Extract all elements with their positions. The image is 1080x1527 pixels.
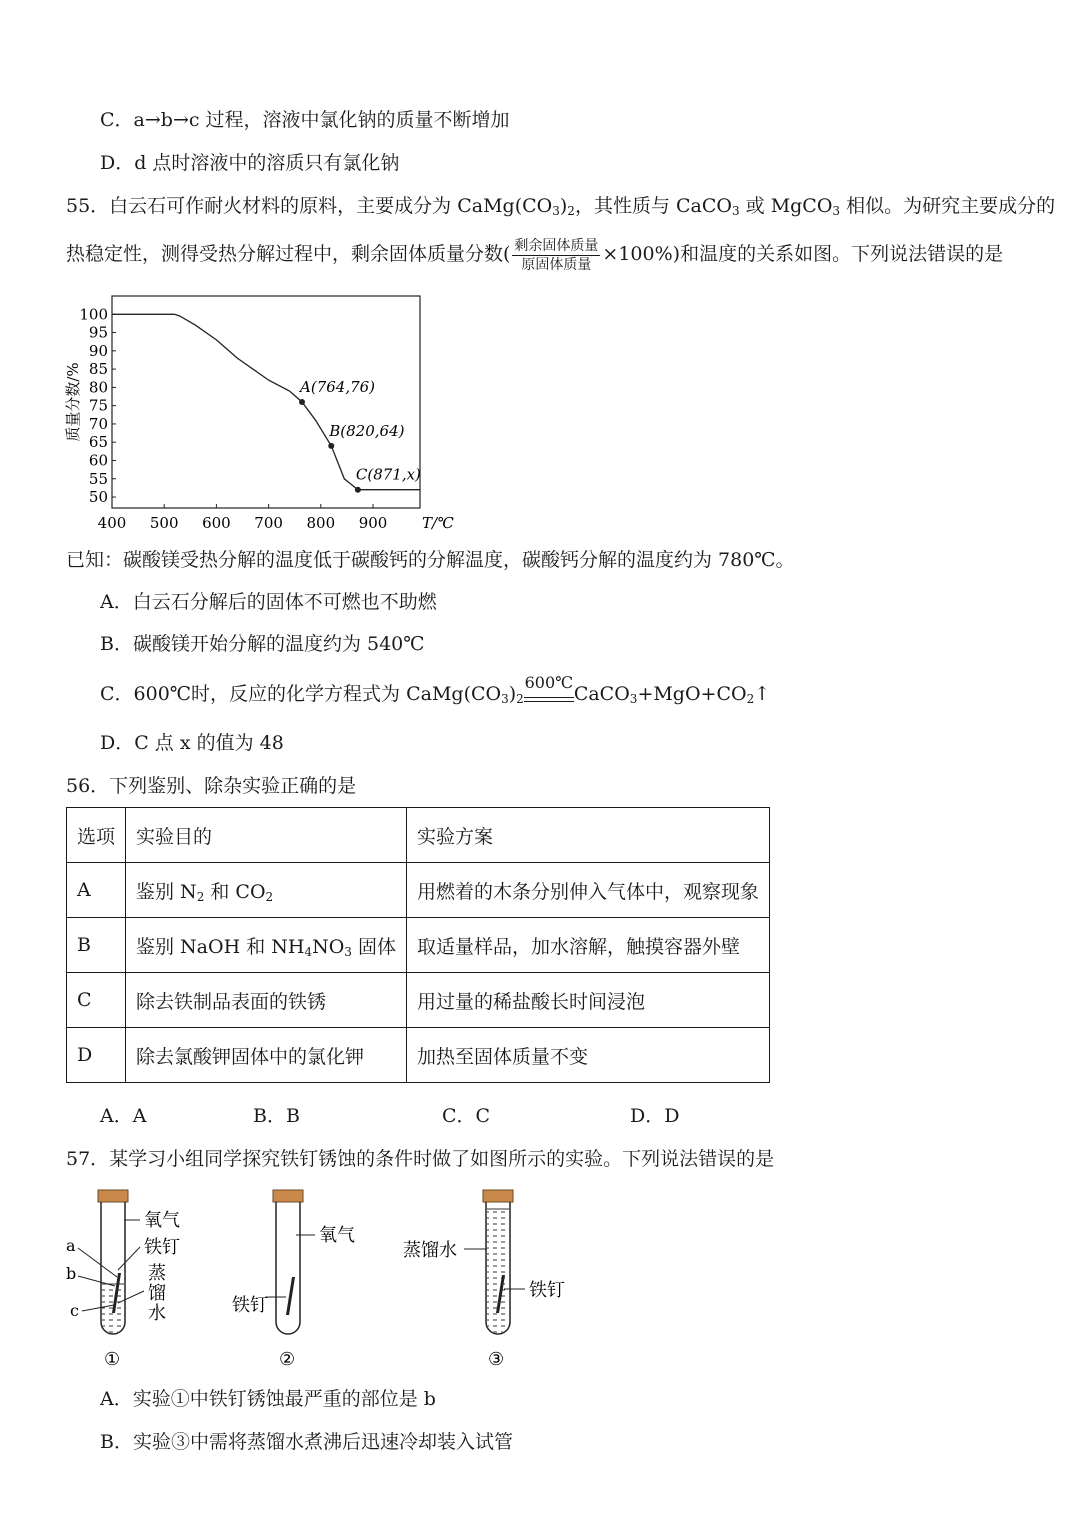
label-nail: 铁钉: [232, 1295, 268, 1316]
q56-answer-c: C．C: [442, 1105, 491, 1127]
table-row: [67, 973, 770, 1028]
data-point-label: B(820,64): [329, 421, 405, 440]
q57-stem: 57．某学习小组同学探究铁钉锈蚀的条件时做了如图所示的实验。下列说法错误的是: [66, 1148, 775, 1170]
y-tick-label: 50: [88, 488, 108, 507]
table-row: [67, 863, 770, 918]
label-nail: 铁钉: [529, 1280, 565, 1301]
x-tick-label: 500: [149, 514, 179, 532]
label-c: c: [70, 1301, 79, 1320]
nail-icon: [286, 1277, 295, 1315]
label-oxygen: 氧气: [144, 1210, 180, 1231]
stopper-icon: [273, 1190, 303, 1202]
svg-text:水: 水: [148, 1303, 166, 1324]
y-tick-label: 70: [88, 414, 108, 433]
q55-stem-line1: 55．白云石可作耐火材料的原料，主要成分为 $CaMg(CO_3)_2$，其性质与 CaCO$_3$ 或 MgCO$_3$ 相似。为研究主要成分的: [66, 195, 1056, 218]
tube-2-number: ②: [279, 1349, 296, 1370]
label-water: 蒸馏水: [403, 1240, 457, 1261]
table-header-row: [67, 808, 770, 863]
q54-option-c: C．a→b→c 过程，溶液中氯化钠的质量不断增加: [100, 109, 510, 131]
data-point-label: C(871,x): [355, 465, 421, 484]
row-plan: 用燃着的木条分别伸入气体中，观察现象: [406, 863, 769, 918]
q54-option-d: D．d 点时溶液中的溶质只有氯化钠: [100, 152, 400, 174]
q55-known: 已知：碳酸镁受热分解的温度低于碳酸钙的分解温度，碳酸钙分解的温度约为 780℃。: [66, 549, 795, 571]
data-point: [355, 487, 361, 493]
header-plan: 实验方案: [406, 808, 769, 863]
row-purpose: 鉴别 $N_2$ 和 $CO_2$: [126, 863, 407, 918]
x-tick-label: 400: [97, 514, 127, 532]
q56-answer-a: A．A: [100, 1105, 147, 1127]
decomposition-chart: [60, 290, 460, 540]
q57-option-a: A．实验①中铁钉锈蚀最严重的部位是 b: [100, 1388, 436, 1410]
q56-answer-b: B．B: [253, 1105, 300, 1127]
y-axis-label: 质量分数/%: [64, 362, 82, 442]
q55-option-b: B．碳酸镁开始分解的温度约为 540℃: [100, 633, 425, 655]
data-point: [328, 443, 334, 449]
q55-option-d: D．C 点 x 的值为 48: [100, 732, 284, 754]
row-option: A: [67, 863, 126, 918]
label-b: b: [66, 1264, 77, 1283]
tube-1: [66, 1190, 180, 1370]
test-tube-diagram: [60, 1185, 620, 1380]
header-option: 选项: [67, 808, 126, 863]
table-row: [67, 1028, 770, 1083]
tube-1-number: ①: [104, 1349, 121, 1370]
row-plan: 加热至固体质量不变: [406, 1028, 769, 1083]
reaction-condition: 600℃: [524, 691, 574, 702]
label-water: 蒸: [148, 1263, 166, 1284]
header-purpose: 实验目的: [126, 808, 407, 863]
stopper-icon: [98, 1190, 128, 1202]
mass-fraction-formula: $\frac{\text{剩余固体质量}}{\text{原固体质量}}$: [514, 237, 599, 273]
y-tick-label: 100: [79, 305, 108, 324]
q56-stem: 56．下列鉴别、除杂实验正确的是: [66, 775, 357, 797]
y-tick-label: 75: [88, 396, 108, 415]
y-tick-label: 55: [88, 469, 108, 488]
label-nail: 铁钉: [144, 1237, 180, 1258]
data-point: [299, 399, 305, 405]
x-axis-label: T/℃: [422, 514, 454, 532]
row-plan: 取适量样品，加水溶解，触摸容器外壁: [406, 918, 769, 973]
svg-text:馏: 馏: [148, 1283, 166, 1304]
q55-option-c: C．600℃时，反应的化学方程式为 $CaMg(CO_3)_2$ 600℃ $CaCO_3+MgO+CO_2↑$: [100, 673, 771, 706]
row-plan: 用过量的稀盐酸长时间浸泡: [406, 973, 769, 1028]
x-tick-label: 600: [202, 514, 231, 532]
row-option: C: [67, 973, 126, 1028]
y-tick-label: 65: [88, 433, 108, 452]
x-tick-label: 700: [254, 514, 283, 532]
row-purpose: 除去氯酸钾固体中的氯化钾: [126, 1028, 407, 1083]
label-a: a: [66, 1236, 76, 1255]
q55-stem-line2: 热稳定性，测得受热分解过程中，剩余固体质量分数( $\frac{\text{剩余固体质量}}{\text{原固体质量}}$ ×100%)和温度的关系如图。下列说法错误的是: [66, 237, 1004, 273]
y-tick-label: 60: [88, 451, 108, 470]
stopper-icon: [483, 1190, 513, 1202]
row-option: D: [67, 1028, 126, 1083]
y-tick-label: 80: [88, 378, 108, 397]
row-option: B: [67, 918, 126, 973]
tube-3-number: ③: [488, 1349, 505, 1370]
data-point-label: A(764,76): [300, 378, 376, 396]
data-series-line: [112, 314, 420, 489]
q56-table: [66, 807, 770, 1083]
label-oxygen: 氧气: [319, 1225, 355, 1246]
q57-option-b: B．实验③中需将蒸馏水煮沸后迅速冷却装入试管: [100, 1431, 513, 1453]
y-tick-label: 95: [88, 323, 108, 342]
tube-2: [232, 1190, 355, 1370]
q56-answer-d: D．D: [630, 1105, 680, 1127]
y-tick-label: 85: [88, 360, 108, 379]
q55-option-a: A．白云石分解后的固体不可燃也不助燃: [100, 591, 437, 613]
tube-3: [403, 1190, 565, 1370]
table-row: [67, 918, 770, 973]
row-purpose: 鉴别 NaOH 和 $NH_4NO_3$ 固体: [126, 918, 407, 973]
x-tick-label: 800: [306, 514, 336, 532]
y-tick-label: 90: [88, 341, 108, 360]
row-purpose: 除去铁制品表面的铁锈: [126, 973, 407, 1028]
x-tick-label: 900: [358, 514, 388, 532]
